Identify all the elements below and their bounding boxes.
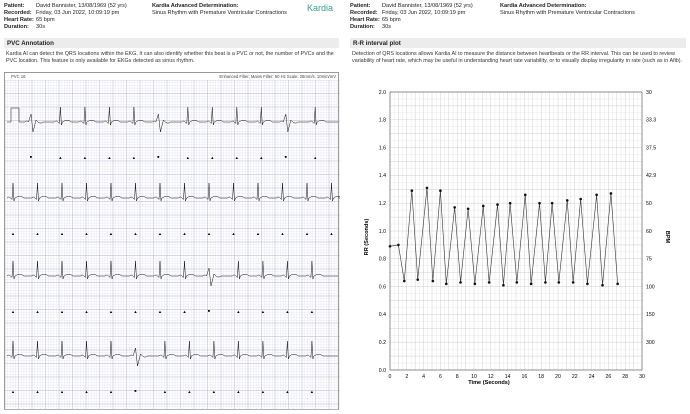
- rr-section-title: R-R interval plot: [350, 38, 686, 48]
- rr-data-point: [411, 189, 414, 192]
- y-tick-label: 1.8: [378, 117, 386, 124]
- qrs-marker: [237, 311, 239, 313]
- qrs-marker: [36, 311, 38, 313]
- patient-label: Patient:: [350, 3, 371, 9]
- determination-value: Sinus Rhythm with Premature Ventricular Contractions: [500, 10, 635, 16]
- qrs-marker: [183, 311, 185, 313]
- rr-data-point: [389, 245, 392, 248]
- x-tick-label: 8: [455, 374, 459, 380]
- x-tick-label: 12: [487, 374, 494, 380]
- y-tick-label: 0.2: [378, 340, 386, 346]
- qrs-marker: [236, 157, 238, 159]
- y-tick-label: 1.2: [378, 201, 386, 207]
- ecg-grid: [5, 80, 340, 410]
- y2-axis-label: BPM: [664, 230, 670, 244]
- pvc-marker: [135, 390, 137, 392]
- y2-tick-label: 150: [646, 312, 655, 319]
- rr-interval-panel: [346, 0, 690, 414]
- x-axis-label: Time (Seconds): [468, 380, 510, 386]
- duration-value: 30s: [36, 24, 46, 30]
- y2-tick-label: 75: [646, 256, 652, 263]
- x-tick-label: 0: [388, 374, 392, 380]
- heart-rate-value: 65 bpm: [382, 17, 401, 23]
- heart-rate-label: Heart Rate:: [350, 17, 380, 23]
- report-header-right: [350, 3, 686, 33]
- rr-data-point: [488, 281, 491, 284]
- patient-value: David Bannister, 13/08/1969 (52 yrs): [36, 3, 127, 9]
- qrs-marker: [164, 391, 166, 393]
- duration-value: 30s: [382, 24, 392, 30]
- rr-axes: [379, 90, 656, 380]
- qrs-marker: [61, 391, 63, 393]
- qrs-marker: [286, 311, 288, 313]
- rr-data-point: [572, 281, 575, 284]
- qrs-marker: [12, 311, 14, 313]
- y-tick-label: 0.8: [378, 256, 386, 263]
- determination-label: Kardia Advanced Determination:: [152, 3, 239, 9]
- ecg-strip-label: PVC 16: [11, 74, 26, 79]
- heart-rate-value: 65 bpm: [36, 17, 55, 23]
- pvc-marker: [30, 156, 32, 158]
- y-tick-label: 0.0: [378, 367, 386, 374]
- rr-data-point: [616, 283, 619, 286]
- qrs-marker: [85, 311, 87, 313]
- x-tick-label: 22: [571, 374, 578, 380]
- x-tick-label: 24: [588, 374, 595, 380]
- rr-data-point: [538, 202, 541, 205]
- rr-data-point: [439, 189, 442, 192]
- y-tick-label: 1.0: [378, 228, 386, 235]
- rr-data-point: [445, 283, 448, 286]
- rr-series: [389, 187, 619, 287]
- pvc-marker: [157, 156, 159, 158]
- qrs-marker: [61, 311, 63, 313]
- y2-tick-label: 30: [646, 89, 652, 96]
- pvc-annotation-panel: [0, 0, 343, 414]
- x-tick-label: 26: [605, 374, 612, 380]
- recorded-value: Friday, 03 Jun 2022, 10:09:19 pm: [36, 10, 120, 16]
- qrs-marker: [260, 157, 262, 159]
- rr-chart-svg: [350, 82, 686, 412]
- y2-tick-label: 60: [646, 228, 652, 235]
- recorded-label: Recorded:: [350, 10, 378, 16]
- x-tick-label: 16: [521, 374, 528, 380]
- rr-data-point: [453, 206, 456, 209]
- rr-data-point: [544, 281, 547, 284]
- rr-data-point: [595, 194, 598, 197]
- duration-label: Duration:: [4, 24, 29, 30]
- rr-data-point: [474, 283, 477, 286]
- y2-tick-label: 42.9: [646, 173, 657, 180]
- rr-data-point: [496, 203, 499, 206]
- x-tick-label: 30: [639, 374, 645, 380]
- qrs-marker: [12, 391, 14, 393]
- qrs-marker: [262, 391, 264, 393]
- rr-data-point: [530, 283, 533, 286]
- determination-label: Kardia Advanced Determination:: [500, 3, 587, 9]
- pvc-section-description: Kardia AI can detect the QRS locations within the EKG. It can also identify whether this beat is a PVC or not, the number of PVCs and the PVC location. This feature is only available for EKGs detected as sinus rhythm.: [6, 51, 334, 64]
- y-tick-label: 0.6: [378, 284, 386, 291]
- rr-data-point: [516, 281, 519, 284]
- qrs-marker: [36, 391, 38, 393]
- rr-data-point: [551, 202, 554, 205]
- pvc-section-title: PVC Annotation: [4, 38, 339, 48]
- rr-data-point: [482, 205, 485, 208]
- recorded-label: Recorded:: [4, 10, 32, 16]
- y-axis-label: RR (Seconds): [364, 218, 370, 256]
- y2-tick-label: 100: [646, 284, 655, 291]
- qrs-marker: [211, 157, 213, 159]
- patient-value: David Bannister, 13/08/1969 (52 yrs): [382, 3, 473, 9]
- rr-data-point: [426, 187, 429, 190]
- ecg-strip-header: [5, 73, 338, 80]
- rr-data-point: [502, 284, 505, 287]
- qrs-marker: [262, 311, 264, 313]
- rr-data-point: [467, 207, 470, 210]
- rr-data-point: [509, 202, 512, 205]
- y2-tick-label: 37.5: [646, 145, 657, 152]
- qrs-marker: [159, 311, 161, 313]
- qrs-marker: [286, 391, 288, 393]
- rr-chart: [350, 82, 686, 412]
- rr-data-point: [416, 278, 419, 281]
- qrs-marker: [59, 157, 61, 159]
- rr-data-point: [459, 281, 462, 284]
- report-header: [4, 3, 339, 33]
- rr-data-point: [601, 284, 604, 287]
- x-tick-label: 6: [438, 374, 442, 380]
- pvc-marker: [285, 156, 287, 158]
- y-tick-label: 1.4: [378, 173, 386, 180]
- duration-label: Duration:: [350, 24, 375, 30]
- x-tick-label: 20: [555, 374, 561, 380]
- x-tick-label: 18: [538, 374, 545, 380]
- x-tick-label: 4: [422, 374, 426, 380]
- qrs-marker: [85, 391, 87, 393]
- recorded-value: Friday, 03 Jun 2022, 10:09:19 pm: [382, 10, 466, 16]
- ecg-trace-row: [7, 183, 340, 201]
- rr-section-description: Detection of QRS locations allows Kardia AI to measure the distance between heartbeats or the RR interval. This can be used to review variability of heart rate, which may be useful in understanding heart rate variability, or to visually display irregularity in rate (such as in Afib).: [352, 51, 683, 64]
- rr-data-point: [566, 199, 569, 202]
- rr-data-point: [610, 192, 613, 195]
- rr-data-point: [586, 283, 589, 286]
- rr-data-point: [432, 280, 435, 283]
- determination-value: Sinus Rhythm with Premature Ventricular Contractions: [152, 10, 287, 16]
- y2-tick-label: 50: [646, 201, 652, 207]
- rr-grid: [390, 92, 642, 370]
- ecg-strip: [4, 72, 339, 410]
- y-tick-label: 0.4: [378, 312, 386, 319]
- qrs-marker: [314, 157, 316, 159]
- y-tick-label: 2.0: [378, 89, 386, 96]
- rr-data-point: [397, 244, 400, 247]
- ecg-trace-svg: [5, 80, 340, 410]
- rr-data-point: [558, 281, 561, 284]
- x-tick-label: 14: [504, 374, 511, 380]
- qrs-marker: [84, 157, 86, 159]
- y-tick-label: 1.6: [378, 145, 386, 152]
- rr-data-point: [524, 194, 527, 197]
- x-tick-label: 28: [622, 374, 629, 380]
- ecg-filter-text: Enhanced Filter, Mains Filter: 50 Hz Scale: 25mm/s, 10mm/mV: [219, 74, 336, 79]
- heart-rate-label: Heart Rate:: [4, 17, 34, 23]
- patient-label: Patient:: [4, 3, 25, 9]
- qrs-marker: [237, 391, 239, 393]
- qrs-marker: [213, 391, 215, 393]
- pvc-marker: [208, 310, 210, 312]
- y2-tick-label: 33.3: [646, 117, 657, 124]
- rr-series-line: [390, 188, 618, 285]
- y2-tick-label: 300: [646, 340, 655, 346]
- rr-data-point: [403, 280, 406, 283]
- rr-data-point: [579, 198, 582, 201]
- x-tick-label: 2: [405, 374, 409, 380]
- kardia-logo: Kardia: [306, 3, 333, 13]
- x-tick-label: 10: [471, 374, 477, 380]
